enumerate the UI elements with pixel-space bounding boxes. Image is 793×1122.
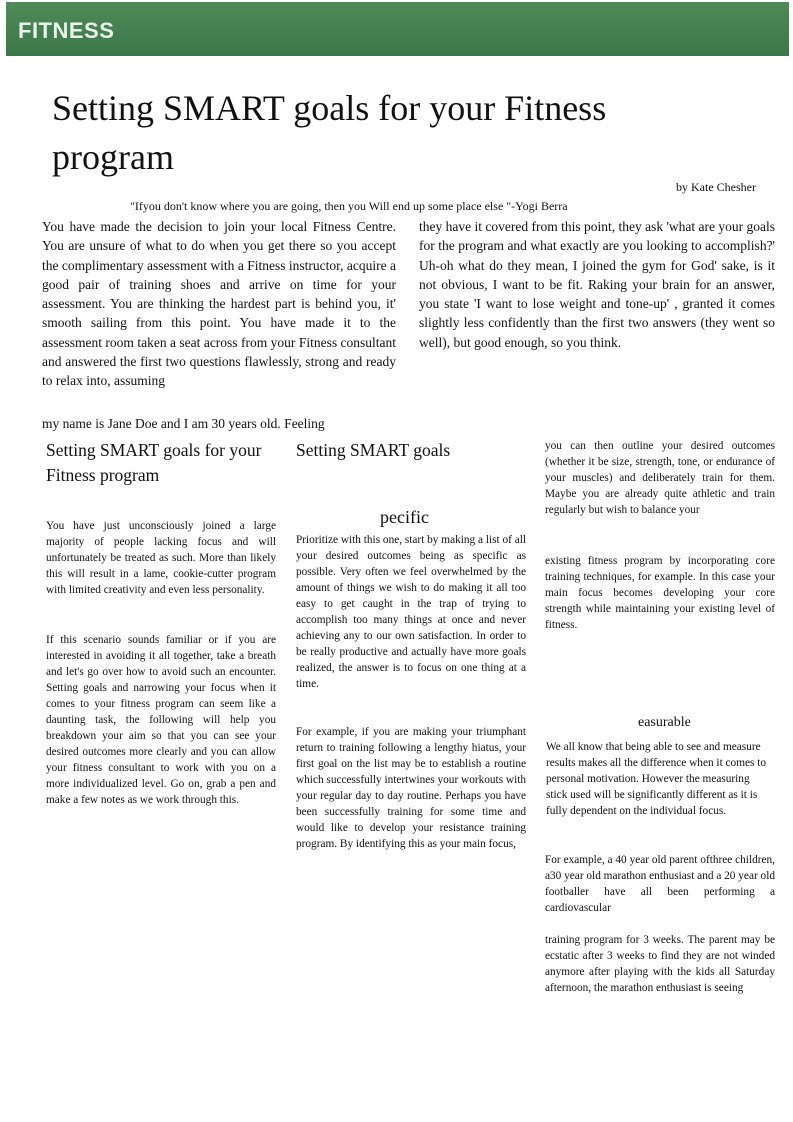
byline: by Kate Chesher (676, 180, 756, 194)
section-header-bar (6, 2, 789, 56)
col3-subheading-measurable: easurable (638, 715, 691, 730)
section-label: FITNESS (18, 18, 115, 43)
col1-paragraph-1: You have just unconsciously joined a large majority of people lacking focus and will unfortunately be treated as such. More than likely this will result in a lame, cookie-cutter program with limited creativity and even less personality. (46, 520, 276, 596)
col3-paragraph-1: you can then outline your desired outcomes (whether it be size, strength, tone, or endurance of your muscles) and deliberately train for them. Maybe you are already quite athletic and train regularly but wish to balance your (545, 440, 775, 516)
intro-left-column: You have made the decision to join your local Fitness Centre. You are unsure of what to do when you get there so you accept the complimentary assessment with a Fitness instructor, acquire a good pair of training shoes and arrive on time for your assessment. You are thinking the hardest part is behind you, it' smooth sailing from this point. You have made it to the assessment room taken a seat across from your Fitness consultant and answered the first two questions flawlessly, strong and ready to relax into, assuming (42, 219, 396, 389)
col3-paragraph-4: For example, a 40 year old parent ofthree children, a30 year old marathon enthusiast and a 20 year old footballer have all been performing a cardiovascular (545, 854, 775, 914)
col2-paragraph-2: For example, if you are making your triumphant return to training following a lengthy hiatus, your first goal on the list may be to establish a routine which successfully intertwines your workouts with your regular day to day routine. Perhaps you have been successfully training for some time and would like to develop your resistance training program. By identifying this as your main focus, (296, 726, 526, 850)
col1-paragraph-2: If this scenario sounds familiar or if you are interested in avoiding it all together, take a breath and let's go over how to avoid such an encounter. Setting goals and narrowing your focus when it comes to your fitness program can seem like a daunting task, the following will help you breakdown your aim so that you can see your desired outcomes more clearly and you can allow your fitness consultant to work with you on a more individualized level. Go on, grab a pen and make a few notes as we work through this. (46, 634, 276, 806)
article-title: Setting SMART goals for your Fitness program (52, 88, 607, 177)
col3-paragraph-2: existing fitness program by incorporating core training techniques, for example. In this case your main focus becomes developing your core strength while maintaining your existing level of fitness. (545, 555, 775, 631)
epigraph-quote: "Ifyou don't know where you are going, then you Will end up some place else "-Yogi Berra (130, 199, 568, 213)
col3-paragraph-3: We all know that being able to see and measure results makes all the difference when it comes to personal motivation. However the measuring stick used will be significantly different as it is fully dependent on the individual focus. (546, 741, 767, 817)
col2-subheading-specific: pecific (380, 507, 429, 527)
col2-paragraph-1: Prioritize with this one, start by making a list of all your desired outcomes being as specific as possible. Very often we feel overwhelmed by the amount of things we wish to do making it all too easy to get caught in the trap of trying to accomplish too many things at once and never achieving any to our own satisfaction. In order to be really productive and actually have more goals realized, the answer is to focus on one thing at a time. (296, 534, 526, 690)
intro-right-column: they have it covered from this point, they ask 'what are your goals for the program and what exactly are you looking to accomplish?' Uh-oh what do they mean, I joined the gym for God' sake, is it not obvious, I want to be fit. Raking your brain for an answer, you state 'I want to lose weight and tone-up' , granted it comes slightly less confidently than the first two answers (they went so well), but good enough, so you think. (419, 219, 775, 350)
col3-paragraph-5: training program for 3 weeks. The parent may be ecstatic after 3 weeks to find they are not winded anymore after playing with the kids all Saturday afternoon, the marathon enthusiast is seeing (545, 934, 775, 994)
col1-heading: Setting SMART goals for your Fitness program (46, 440, 262, 485)
col2-heading: Setting SMART goals (296, 440, 451, 460)
intro-tail-line: my name is Jane Doe and I am 30 years old. Feeling (42, 416, 325, 431)
